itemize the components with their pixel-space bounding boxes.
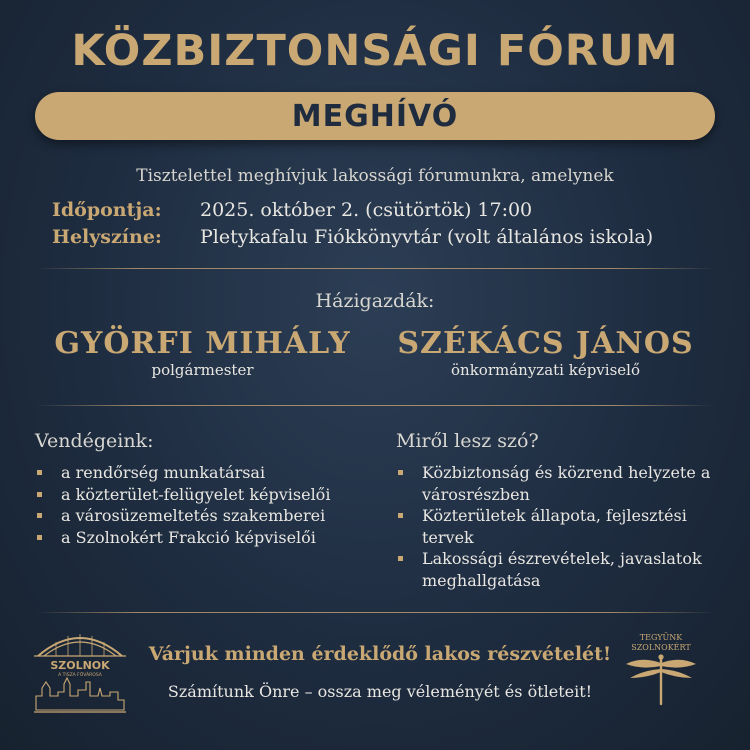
intro-text: Tisztelettel meghívjuk lakossági fórumunkra, amelynek <box>136 166 614 186</box>
guests-list <box>35 462 375 548</box>
divider <box>35 268 715 269</box>
topics-heading: Miről lesz szó? <box>396 430 539 452</box>
host-gyorfi <box>15 326 390 379</box>
list-item-text: a városüzemeltetés szakemberei <box>61 506 326 525</box>
guests-heading: Vendégeink: <box>35 430 154 452</box>
bullet-icon <box>37 470 42 475</box>
list-item-text: Lakossági észrevételek, javaslatok meghallgatása <box>422 549 702 590</box>
dragonfly-logo <box>620 630 702 710</box>
szolnok-city-logo <box>30 622 130 722</box>
divider <box>35 405 715 406</box>
cta-subline: Számítunk Önre – ossza meg véleményét és ötleteit! <box>167 682 593 701</box>
logo-subtext: A TISZA FŐVÁROSA <box>58 673 102 678</box>
list-item-text: a közterület-felügyelet képviselői <box>61 484 331 504</box>
list-item-text: a Szolnokért Frakció képviselői <box>61 527 316 547</box>
host-role: polgármester <box>151 361 254 379</box>
invitation-banner <box>35 92 715 140</box>
list-item <box>35 484 375 506</box>
host-name: GYÖRFI MIHÁLY <box>54 326 351 361</box>
logo-text: SZOLNOK <box>50 659 110 672</box>
list-item-text: a rendőrség munkatársai <box>61 463 266 482</box>
date-value: 2025. október 2. (csütörtök) 17:00 <box>200 199 533 221</box>
list-item <box>35 505 375 527</box>
host-name: SZÉKÁCS JÁNOS <box>397 326 694 361</box>
list-item <box>35 462 375 484</box>
list-item <box>396 505 726 548</box>
place-value: Pletykafalu Fiókkönyvtár (volt általános iskola) <box>200 226 654 248</box>
cta-headline: Várjuk minden érdeklődő lakos részvételét! <box>148 643 612 665</box>
bullet-icon <box>398 556 403 561</box>
bullet-icon <box>37 535 42 540</box>
page-title: KÖZBIZTONSÁGI FÓRUM <box>71 26 679 76</box>
banner-label: MEGHÍVÓ <box>291 98 459 134</box>
list-item-text: Közterületek állapota, fejlesztési tervek <box>422 506 687 547</box>
list-item <box>396 548 726 591</box>
date-label: Időpontja: <box>52 199 162 221</box>
list-item-text: Közbiztonság és közrend helyzete a városrészben <box>422 463 711 504</box>
bullet-icon <box>398 513 403 518</box>
place-label: Helyszíne: <box>52 226 162 248</box>
divider <box>35 612 715 613</box>
bullet-icon <box>398 470 403 475</box>
list-item <box>396 462 726 505</box>
host-role: önkormányzati képviselő <box>451 361 640 379</box>
logo-text: TEGYÜNK <box>639 633 683 642</box>
bullet-icon <box>37 513 42 518</box>
topics-list <box>396 462 726 591</box>
logo-text: SZOLNOKÉRT <box>631 643 691 652</box>
host-szekacs <box>358 326 733 379</box>
list-item <box>35 527 375 549</box>
bullet-icon <box>37 492 42 497</box>
hosts-label: Házigazdák: <box>315 290 435 312</box>
